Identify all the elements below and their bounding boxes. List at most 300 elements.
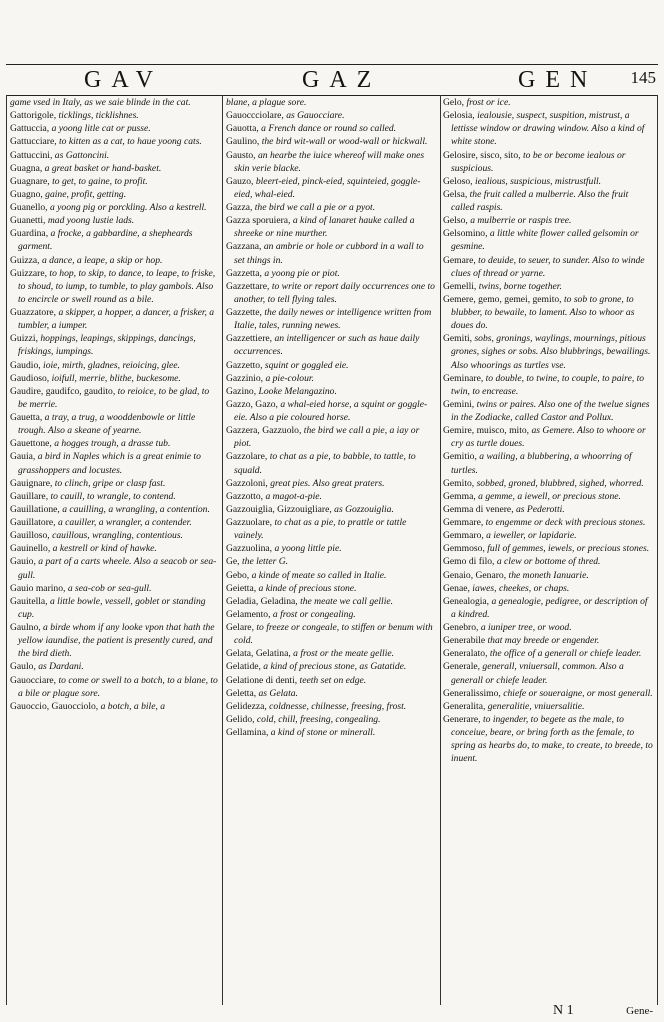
catchword: Gene- [626,1005,653,1017]
entry-headword: Gelsomino, [443,228,490,240]
entry-definition: great pies. Also great praters. [270,477,385,489]
entry-headword: Gelosire, sisco, sito, [443,149,523,161]
entry-definition: a skipper, a hopper, a dancer, a frisker, a tumbler, a iumper. [18,307,215,332]
dictionary-entry [443,477,653,490]
entry-headword: Gemma di venere, [443,503,516,515]
entry-definition: the meate we call gellie. [300,595,394,607]
entry-definition: as Gauocciare. [286,110,345,122]
entry-definition: teeth set on edge. [299,674,367,686]
dictionary-entry [10,188,220,201]
entry-headword: Gazzera, Gazzuolo, [226,425,304,437]
dictionary-entry [226,450,436,476]
entry-headword: Genaio, Genaro, [443,569,509,581]
entry-headword: Generale, [443,661,483,673]
dictionary-entry [443,647,653,660]
entry-definition: mad yoong lustie lads. [47,215,135,227]
dictionary-entry [443,227,653,253]
dictionary-entry [226,96,436,109]
entry-headword: Gazzotto, [226,490,266,502]
entry-definition: the office of a generall or chiefe leader. [489,648,642,660]
entry-headword: Gazzuolare, [226,517,275,528]
entry-headword: Gattorigole, [10,110,59,122]
entry-headword: Guizzare, [10,267,50,279]
entry-definition: as Gelata. [258,687,298,699]
entry-headword: Genebro, [443,622,481,633]
dictionary-entry [10,555,220,581]
entry-definition: ioifull, merrie, blithe, buckesome. [51,372,181,384]
entry-definition: to be or become iealous or suspicious. [451,149,626,174]
entry-headword: Guazzatore, [10,307,59,318]
dictionary-entry [226,424,436,450]
entry-definition: as Gozzouiglia. [334,503,394,515]
entry-definition: that may breede or engender. [487,635,600,647]
entry-headword: Gemo di filo, [443,556,497,568]
entry-definition: twins or paires. Also one of the twelue signes in the Zodiacke, called Castor and Pollux. [451,398,650,423]
dictionary-entry [10,214,220,227]
entry-definition: to kitten as a cat, to haue yoong cats. [59,136,202,148]
entry-headword: Gelatide, [226,661,264,673]
dictionary-entry [10,135,220,148]
entry-headword: Gemmare, [443,517,486,528]
entry-definition: a dance, a leape, a skip or hop. [41,254,163,266]
entry-definition: hoppings, leapings, skippings, dancings, friskings, iumpings. [18,333,196,358]
entry-definition: a part of a carts wheele. Also a seacob or sea-gull. [18,556,217,581]
entry-definition: game vsed in Italy, as we saie blinde in the cat. [10,97,191,108]
dictionary-entry [226,359,436,372]
dictionary-entry [443,582,653,595]
entry-definition: an hearbe the iuice whereof will make ones skin verie blacke. [234,149,425,174]
entry-headword: Gattuccia, [10,123,52,135]
dictionary-entry [10,109,220,122]
entry-definition: as Gattoncini. [54,149,110,161]
entry-definition: bleert-eied, pinck-eied, squinteied, goggle-eied, whal-eied. [234,175,421,200]
dictionary-entry [443,687,653,700]
entry-headword: Gelatione di denti, [226,674,300,686]
entry-definition: generall, vniuersall, common. Also a generall or chiefe leader. [451,661,624,686]
entry-headword: Gelsa, [443,188,470,200]
dictionary-entry [10,175,220,188]
dictionary-entry [10,332,220,358]
header-left-guideword: GAV [84,67,163,93]
dictionary-entry [226,372,436,385]
entry-definition: a great basket or hand-basket. [44,162,162,174]
entry-headword: Gausto, [226,149,258,161]
dictionary-entry [10,516,220,529]
entry-headword: Genealogia, [443,595,492,607]
dictionary-entry [443,332,653,371]
entry-headword: Gauignare, [10,477,55,489]
dictionary-entry [443,280,653,293]
dictionary-entry [226,713,436,726]
entry-headword: Gelido, [226,713,257,725]
entry-definition: frost or ice. [466,97,511,108]
entry-headword: Gazzana, [226,241,264,253]
entry-headword: Gauocciare, [10,674,59,686]
entry-definition: a little white flower called gelsomin or gesmine. [451,228,639,253]
dictionary-entry [10,162,220,175]
entry-headword: Generalato, [443,648,490,660]
entry-definition: a French dance or round so called. [261,123,397,135]
entry-headword: Gemini, [443,398,477,410]
entry-headword: Gazino, [226,385,259,397]
entry-definition: a kind of lanaret hauke called a shreeke or nine murther. [234,215,415,240]
entry-definition: iawes, cheekes, or chaps. [472,582,570,594]
signature-mark: N 1 [553,1003,574,1018]
entry-headword: Genae, [443,582,473,594]
entry-definition: a cauilling, a wrangling, a contention. [62,503,210,515]
entry-definition: the bird wit-wall or wood-wall or hickwall. [261,136,428,148]
entry-headword: Gattuccini, [10,149,55,161]
dictionary-entry [10,122,220,135]
entry-headword: Gaudioso, [10,372,52,384]
entry-definition: chiefe or soueraigne, or most generall. [503,687,653,699]
dictionary-entry [443,188,653,214]
entry-headword: Gauillatore, [10,517,58,528]
dictionary-entry [443,634,653,647]
entry-headword: Generare, [443,713,483,725]
dictionary-entry [226,214,436,240]
entry-definition: ioie, mirth, gladnes, reioicing, glee. [43,359,180,371]
entry-headword: Gemiti, [443,333,475,345]
column-rule-left [6,95,7,1005]
dictionary-entry [226,149,436,175]
entry-definition: to write or report daily occurrences one to another, to tell flying tales. [234,280,435,305]
dictionary-entry [10,503,220,516]
dictionary-entry [226,135,436,148]
dictionary-entry [443,569,653,582]
entry-definition: ticklings, ticklishnes. [58,110,139,122]
running-header [6,64,658,96]
entry-headword: Gemmaro, [443,530,487,542]
entry-definition: a gemme, a iewell, or precious stone. [478,490,621,502]
dictionary-entry [10,411,220,437]
dictionary-entry [443,149,653,175]
dictionary-entry [10,660,220,673]
entry-definition: a little bowle, vessell, goblet or standing cup. [18,595,206,620]
dictionary-entry [226,660,436,673]
column-1 [10,96,220,713]
dictionary-entry [226,280,436,306]
entry-headword: Gazzettare, [226,280,272,292]
dictionary-entry [10,582,220,595]
dictionary-entry [443,542,653,555]
entry-definition: a clew or bottome of thred. [496,556,601,568]
entry-definition: the daily newes or intelligence written from Italie, tales, running newes. [234,307,432,332]
entry-headword: Geladia, Geladina, [226,595,301,607]
dictionary-entry [443,595,653,621]
entry-headword: Guagna, [10,162,45,174]
header-right-guideword: GEN [518,67,598,93]
dictionary-entry [443,398,653,424]
entry-definition: a birde whom if any looke vpon that hath the yellow iaundise, the patient is presently cured, and the bird dieth. [18,622,215,660]
entry-headword: Gelare, [226,622,257,633]
dictionary-entry [10,227,220,253]
dictionary-entry [226,109,436,122]
entry-definition: to hop, to skip, to dance, to leape, to friske, to shoud, to iump, to tumble, to play gambols. Also to encircle or swell round as a bile. [18,267,216,305]
entry-headword: Gattucciare, [10,136,60,148]
entry-definition: sobs, gronings, waylings, mournings, pitious grones, sighes or sobs. Also blubbrings, bewailings. Also whoorings as turtles vse. [451,333,651,371]
entry-definition: a kestrell or kind of hawke. [52,543,157,555]
dictionary-entry [443,214,653,227]
entry-headword: Gauzo, [226,175,256,187]
dictionary-entry [226,555,436,568]
entry-headword: Gazzolare, [226,451,270,463]
dictionary-entry [443,96,653,109]
entry-headword: Gazzetto, [226,359,265,371]
entry-definition: as Gemere. Also to whoore or cry as turtle doues. [451,425,646,450]
dictionary-entry [10,201,220,214]
entry-headword: Guanetti, [10,215,48,227]
dictionary-entry [226,385,436,398]
column-rule-right [657,95,658,1005]
dictionary-entry [10,490,220,503]
dictionary-entry [10,306,220,332]
entry-definition: to deuide, to seuer, to sunder. Also to winde clues of thread or yarne. [451,254,645,279]
entry-definition: the bird we call a pie or a pyot. [254,202,376,213]
entry-definition: as Pederotti. [516,503,565,515]
entry-headword: Gaudio, [10,359,44,371]
dictionary-entry [10,96,220,109]
entry-headword: Gelata, Gelatina, [226,648,294,660]
dictionary-entry [443,700,653,713]
dictionary-entry [10,437,220,450]
entry-headword: Guagno, [10,188,46,200]
entry-headword: Guardina, [10,228,51,240]
dictionary-entry [10,477,220,490]
dictionary-entry [10,529,220,542]
entry-headword: Ge, [226,556,242,568]
entry-definition: twins, borne together. [478,280,562,292]
entry-headword: Gelamento, [226,608,273,620]
dictionary-entry [443,175,653,188]
entry-headword: Guizzi, [10,333,41,345]
entry-headword: Geminare, [443,372,486,384]
entry-definition: a yoong pig or porckling. Also a kestrell. [49,202,207,213]
entry-headword: Gazza sporuiera, [226,215,293,227]
entry-headword: Gelosia, [443,110,478,122]
dictionary-entry [443,450,653,476]
entry-definition: a kind of precious stone, as Gatatide. [263,661,407,673]
header-center-guideword: GAZ [302,67,382,93]
entry-definition: as Dardani. [38,661,84,673]
dictionary-entry [226,267,436,280]
page-footer [443,1003,653,1021]
dictionary-entry [443,293,653,332]
entry-headword: Gauitella, [10,595,50,607]
dictionary-entry [10,700,220,713]
dictionary-entry [443,713,653,766]
entry-headword: Gazzinio, [226,372,266,384]
entry-definition: a kind of stone or minerall. [270,727,376,738]
entry-headword: Geletta, [226,687,259,699]
entry-headword: Gauio marino, [10,582,68,594]
dictionary-entry [443,516,653,529]
entry-headword: Gauoccio, Gauocciolo, [10,700,101,712]
dictionary-entry [226,647,436,660]
entry-headword: Gazzette, [226,307,265,318]
entry-headword: Gauoccciolare, [226,110,287,122]
entry-definition: a wailing, a blubbering, a whoorring of turtles. [451,451,632,476]
entry-definition: the fruit called a mulberrie. Also the fruit called raspis. [451,188,629,213]
entry-headword: Gazzuolina, [226,543,275,555]
entry-headword: Guagnare, [10,175,53,187]
entry-headword: Gauillare, [10,490,51,502]
dictionary-entry [226,621,436,647]
dictionary-entry [443,503,653,516]
dictionary-entry [443,660,653,686]
dictionary-entry [226,503,436,516]
entry-headword: Gazzoloni, [226,477,271,489]
entry-definition: full of gemmes, iewels, or precious stones. [487,543,650,555]
entry-definition: generalitie, vniuersalitie. [487,700,585,712]
entry-headword: Guizza, [10,254,42,266]
dictionary-entry [10,149,220,162]
entry-headword: Geloso, [443,175,475,187]
dictionary-entry [226,332,436,358]
dictionary-entry [10,385,220,411]
entry-headword: Gemmoso, [443,543,488,555]
dictionary-entry [443,529,653,542]
dictionary-entry [443,621,653,634]
entry-headword: Geietta, [226,582,259,594]
dictionary-entry [10,621,220,660]
column-3 [443,96,653,765]
column-rule-2 [440,95,441,1005]
dictionary-entry [226,490,436,503]
entry-definition: gaine, profit, getting. [45,188,127,200]
dictionary-entry [226,398,436,424]
dictionary-entry [226,175,436,201]
dictionary-entry [443,109,653,148]
entry-definition: a hogges trough, a drasse tub. [54,438,171,450]
entry-headword: Gebo, [226,569,252,581]
dictionary-entry [443,372,653,398]
entry-definition: a frocke, a gabbardine, a shepheards garment. [18,228,193,253]
entry-definition: the bird we call a pie, a iay or piot. [234,425,420,450]
entry-headword: Gemito, [443,477,477,489]
entry-definition: a cauiller, a wrangler, a contender. [57,517,192,528]
entry-headword: Gazza, [226,202,255,213]
entry-definition: to get, to gaine, to profit. [52,175,148,187]
dictionary-entry [10,542,220,555]
entry-definition: an intelligencer or such as haue daily occurrences. [234,333,420,358]
entry-headword: Gelidezza, [226,700,270,712]
entry-definition: to cauill, to wrangle, to contend. [50,490,176,502]
entry-definition: a mulberrie or raspis tree. [470,215,572,227]
entry-headword: Gauetta, [10,412,45,423]
entry-definition: Looke Melangazino. [258,385,337,397]
entry-headword: Gaulino, [226,136,262,148]
dictionary-entry [10,595,220,621]
entry-headword: Gemare, [443,254,479,266]
entry-headword: Gelo, [443,97,467,108]
dictionary-entry [10,267,220,306]
entry-headword: Gazzo, Gazo, [226,398,281,410]
entry-headword: Gauinello, [10,543,53,555]
entry-definition: a yoong little pie. [274,543,342,555]
entry-definition: a bird in Naples which is a great enimie to grasshoppers and locustes. [18,451,201,476]
dictionary-entry [226,477,436,490]
entry-definition: a frost or congealing. [272,608,356,620]
dictionary-entry [10,359,220,372]
dictionary-entry [226,240,436,266]
entry-definition: a magot-a-pie. [265,490,322,502]
dictionary-entry [226,516,436,542]
entry-definition: an ambrie or hole or cubbord in a wall to set things in. [234,241,424,266]
entry-headword: Generabile [443,635,488,647]
entry-headword: Gauillatione, [10,503,63,515]
dictionary-entry [226,687,436,700]
entry-definition: sobbed, groned, blubbred, sighed, whorred. [476,477,644,489]
dictionary-entry [226,542,436,555]
column-2 [226,96,436,739]
entry-definition: a yoong pie or piot. [264,267,340,279]
entry-headword: Gauotta, [226,123,262,135]
entry-definition: a sea-cob or sea-gull. [67,582,152,594]
dictionary-entry [226,700,436,713]
dictionary-entry [226,306,436,332]
entry-definition: squint or goggled eie. [264,359,349,371]
entry-definition: to freeze or congeale, to stiffen or benum with cold. [234,622,433,647]
entry-definition: iealious, suspicious, mistrustfull. [474,175,602,187]
entry-headword: Gazzetta, [226,267,265,279]
entry-headword: Gelso, [443,215,471,227]
dictionary-entry [226,201,436,214]
entry-headword: Gemelli, [443,280,479,292]
entry-definition: to reioice, to be glad, to be merrie. [18,385,210,410]
entry-headword: Gazzettiere, [226,333,275,345]
entry-definition: to engemme or deck with precious stones. [485,517,646,528]
entry-definition: to come or swell to a botch, to a blane, to a bile or plague sore. [18,674,218,699]
entry-headword: Generalita, [443,700,488,712]
entry-headword: Gemma, [443,490,479,502]
entry-headword: Gauio, [10,556,39,568]
dictionary-entry [10,254,220,267]
dictionary-entry [226,595,436,608]
entry-headword: Gemere, gemo, gemei, gemito, [443,293,564,305]
entry-definition: cold, chill, freesing, congealing. [256,713,381,725]
entry-definition: cauillous, wrangling, contentious. [52,530,183,542]
dictionary-entry [443,555,653,568]
entry-definition: a tray, a trug, a wooddenbowle or little trough. Also a skeane of yearne. [18,412,196,437]
entry-definition: a botch, a bile, a [100,700,166,712]
entry-definition: a kinde of meate so called in Italie. [251,569,387,581]
entry-definition: the letter G. [241,556,289,568]
dictionary-entry [443,424,653,450]
dictionary-entry [226,582,436,595]
entry-headword: Guanello, [10,202,50,213]
dictionary-entry [10,450,220,476]
entry-definition: a frost or the meate gellie. [293,648,395,660]
entry-definition: a genealogie, pedigree, or description of a kindred. [451,595,648,620]
entry-definition: iealousie, suspect, suspition, mistrust, a lettisse window or drawing window. Also a kind of white stone. [451,110,645,148]
entry-headword: Gaulno, [10,622,44,633]
entry-definition: to chat as a pie, to prattle or tattle vainely. [234,517,407,542]
entry-definition: to chat as a pie, to babble, to tattle, to squald. [234,451,416,476]
entry-definition: a pie-colour. [265,372,314,384]
entry-definition: the moneth Ianuarie. [508,569,589,581]
dictionary-entry [226,674,436,687]
dictionary-entry [443,490,653,503]
entry-headword: Generalissimo, [443,687,504,699]
dictionary-entry [10,674,220,700]
entry-definition: a kinde of precious stone. [258,582,357,594]
entry-definition: a yoong litle cat or pusse. [51,123,151,135]
entry-headword: Gemire, muisco, mito, [443,425,532,437]
dictionary-entry [226,608,436,621]
entry-headword: Gauia, [10,451,38,463]
page-number: 145 [630,68,656,87]
